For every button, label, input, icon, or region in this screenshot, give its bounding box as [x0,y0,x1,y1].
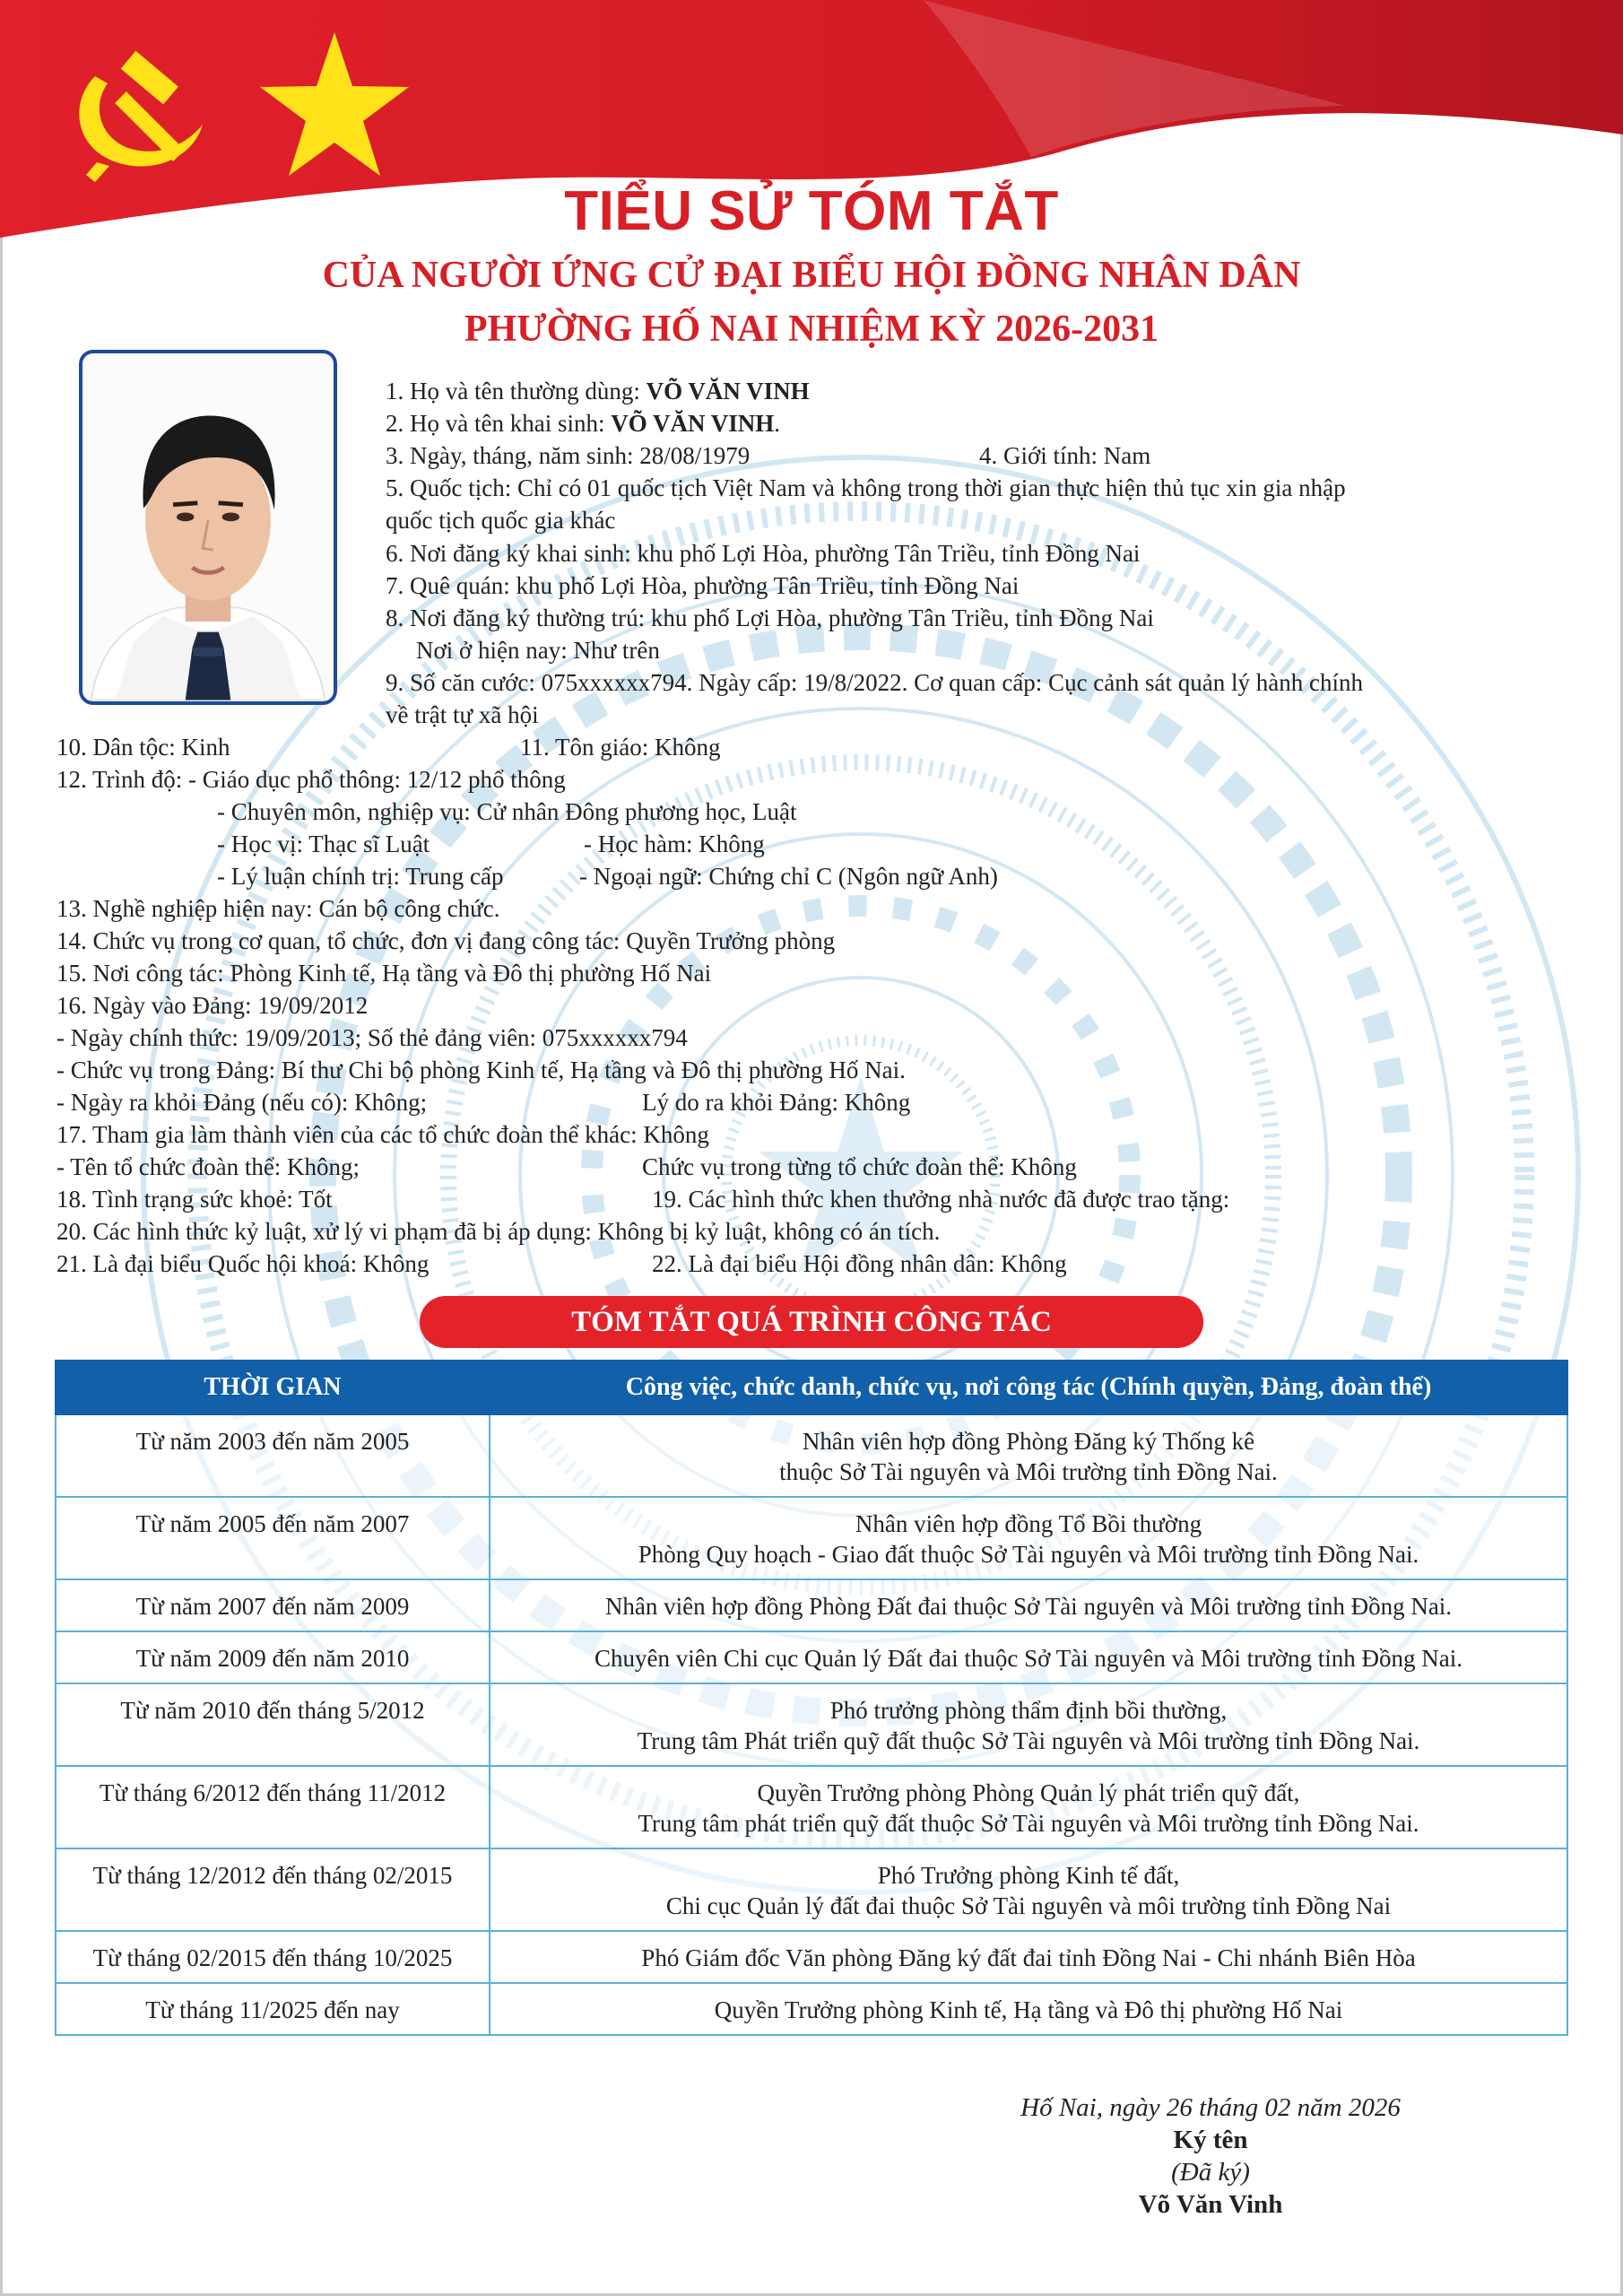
bio-party-exit-date: - Ngày ra khỏi Đảng (nếu có): Không; [56,1089,428,1116]
bio-ethnicity: 10. Dân tộc: Kinh [56,734,230,761]
row-time: Từ tháng 12/2012 đến tháng 02/2015 [56,1848,490,1931]
table-row [56,1579,1567,1631]
row-description-line: Phó Trưởng phòng Kinh tế đất, [877,1862,1180,1889]
document-subtitle-line2: PHƯỜNG HỐ NAI NHIỆM KỲ 2026-2031 [464,309,1159,350]
signature-signed: (Đã ký) [1171,2158,1250,2187]
bio-current-residence: Nơi ở hiện nay: Như trên [416,637,660,664]
bio-hometown: 7. Quê quán: khu phố Lợi Hòa, phường Tân Triều, tỉnh Đồng Nai [386,572,1020,599]
bio-id-card: 9. Số căn cước: 075xxxxxx794. Ngày cấp: 19/8/2022. Cơ quan cấp: Cục cảnh sát quản lý hành chính [386,669,1363,696]
bio-degree: - Học vị: Thạc sĩ Luật [217,831,430,857]
row-description [490,1497,1567,1579]
bio-occupation: 13. Nghề nghiệp hiện nay: Cán bộ công chức. [56,895,500,922]
table-row [56,1848,1567,1931]
table-header-row [56,1361,1567,1414]
row-description-line: Quyền Trưởng phòng Phòng Quản lý phát triển quỹ đất, [757,1779,1300,1806]
row-description-line: Trung tâm phát triển quỹ đất thuộc Sở Tài nguyên và Môi trường tỉnh Đồng Nai. [638,1810,1419,1837]
signature-name: Võ Văn Vinh [1138,2190,1283,2219]
bio-people-council: 22. Là đại biểu Hội đồng nhân dân: Không [652,1250,1067,1277]
row-time: Từ tháng 02/2015 đến tháng 10/2025 [56,1931,490,1983]
bio-party-join-date: 16. Ngày vào Đảng: 19/09/2012 [56,992,369,1019]
bio-organizations: 17. Tham gia làm thành viên của các tổ chức đoàn thể khác: Không [56,1121,709,1148]
row-description-line: Nhân viên hợp đồng Tổ Bồi thường [855,1510,1202,1537]
bio-party-exit-reason: Lý do ra khỏi Đảng: Không [642,1089,911,1116]
bio-permanent-residence: 8. Nơi đăng ký thường trú: khu phố Lợi Hòa, phường Tân Triều, tỉnh Đồng Nai [386,604,1154,631]
row-description-line: Chuyên viên Chi cục Quản lý Đất đai thuộc Sở Tài nguyên và Môi trường tỉnh Đồng Nai. [594,1645,1463,1672]
row-description [490,1848,1567,1931]
bio-organization-position: Chức vụ trong từng tổ chức đoàn thể: Không [642,1153,1077,1180]
document-subtitle-line1: CỦA NGƯỜI ỨNG CỬ ĐẠI BIỂU HỘI ĐỒNG NHÂN DÂN [322,255,1301,296]
row-description [490,1766,1567,1848]
row-description-line: Nhân viên hợp đồng Phòng Đăng ký Thống kê [802,1428,1255,1455]
candidate-photo [79,350,337,705]
row-time: Từ năm 2003 đến năm 2005 [56,1414,490,1497]
row-description [490,1414,1567,1497]
row-description-line: Phòng Quy hoạch - Giao đất thuộc Sở Tài nguyên và Môi trường tỉnh Đồng Nai. [638,1541,1419,1568]
table-row [56,1497,1567,1579]
bio-gender: 4. Giới tính: Nam [979,442,1151,469]
bio-birth-registration: 6. Nơi đăng ký khai sinh: khu phố Lợi Hòa, phường Tân Triều, tỉnh Đồng Nai [386,540,1141,567]
bio-position: 14. Chức vụ trong cơ quan, tổ chức, đơn vị đang công tác: Quyền Trưởng phòng [56,927,836,954]
bio-national-assembly: 21. Là đại biểu Quốc hội khoá: Không [56,1250,430,1277]
row-time: Từ tháng 6/2012 đến tháng 11/2012 [56,1766,490,1848]
bio-foreign-language: - Ngoại ngữ: Chứng chỉ C (Ngôn ngữ Anh) [579,863,998,890]
bio-party-official-date: - Ngày chính thức: 19/09/2013; Số thẻ đảng viên: 075xxxxxx794 [56,1024,688,1051]
row-time: Từ năm 2007 đến năm 2009 [56,1579,490,1631]
row-time: Từ năm 2005 đến năm 2007 [56,1497,490,1579]
bio-nationality: 5. Quốc tịch: Chỉ có 01 quốc tịch Việt Nam và không trong thời gian thực hiện thủ tục xin gia nhập [386,474,1346,501]
signature-date: Hố Nai, ngày 26 tháng 02 năm 2026 [1020,2093,1401,2122]
table-row [56,1414,1567,1497]
bio-organization-name: - Tên tổ chức đoàn thể: Không; [56,1153,360,1180]
table-row [56,1983,1567,2035]
bio-religion: 11. Tôn giáo: Không [520,734,721,761]
bio-awards: 19. Các hình thức khen thưởng nhà nước đã được trao tặng: [652,1186,1230,1213]
row-time: Từ tháng 11/2025 đến nay [56,1983,490,2035]
row-description-line: Trung tâm Phát triển quỹ đất thuộc Sở Tài nguyên và Môi trường tỉnh Đồng Nai. [637,1727,1420,1754]
row-description-line: Phó trưởng phòng thẩm định bồi thường, [829,1697,1228,1724]
bio-birth-name: 2. Họ và tên khai sinh: VÕ VĂN VINH. [386,410,780,437]
row-description-line: Phó Giám đốc Văn phòng Đăng ký đất đai tỉnh Đồng Nai - Chi nhánh Biên Hòa [641,1944,1416,1971]
bio-academic-title: - Học hàm: Không [584,831,765,857]
table-row [56,1631,1567,1683]
row-description [490,1683,1567,1766]
bio-party-position: - Chức vụ trong Đảng: Bí thư Chi bộ phòng Kinh tế, Hạ tầng và Đô thị phường Hố Nai. [56,1057,906,1083]
bio-discipline: 20. Các hình thức kỷ luật, xử lý vi phạm đã bị áp dụng: Không bị kỷ luật, không có án tích. [56,1218,941,1245]
row-description-line: thuộc Sở Tài nguyên và Môi trường tỉnh Đồng Nai. [779,1458,1278,1485]
column-header-description: Công việc, chức danh, chức vụ, nơi công tác (Chính quyền, Đảng, đoàn thể) [490,1361,1567,1414]
column-header-time: THỜI GIAN [56,1361,490,1414]
work-history-rows [56,1414,1567,2035]
table-row [56,1683,1567,1766]
row-description [490,1983,1567,2035]
hammer-sickle-icon [59,49,221,184]
row-description-line: Nhân viên hợp đồng Phòng Đất đai thuộc Sở Tài nguyên và Môi trường tỉnh Đồng Nai. [604,1593,1453,1620]
bio-birth-date: 3. Ngày, tháng, năm sinh: 28/08/1979 [386,442,751,469]
bio-nationality-cont: quốc tịch quốc gia khác [386,507,616,534]
signature-label: Ký tên [1173,2126,1248,2154]
star-icon [258,32,411,180]
table-row [56,1931,1567,1983]
bio-common-name: 1. Họ và tên thường dùng: VÕ VĂN VINH [386,378,810,404]
bio-workplace: 15. Nơi công tác: Phòng Kinh tế, Hạ tầng và Đô thị phường Hố Nai [56,960,712,987]
row-time: Từ năm 2010 đến tháng 5/2012 [56,1683,490,1766]
row-time: Từ năm 2009 đến năm 2010 [56,1631,490,1683]
bio-political-theory: - Lý luận chính trị: Trung cấp [217,863,504,890]
bio-health: 18. Tình trạng sức khoẻ: Tốt [56,1186,333,1213]
work-history-table [55,1360,1568,2036]
row-description [490,1931,1567,1983]
bio-specialization: - Chuyên môn, nghiệp vụ: Cử nhân Đông phương học, Luật [217,798,797,825]
document-title: TIỂU SỬ TÓM TẮT [564,180,1059,242]
row-description [490,1631,1567,1683]
work-history-heading: TÓM TẮT QUÁ TRÌNH CÔNG TÁC [420,1296,1203,1348]
row-description-line: Chi cục Quản lý đất đai thuộc Sở Tài nguyên và môi trường tỉnh Đồng Nai [665,1892,1392,1919]
row-description [490,1579,1567,1631]
table-row [56,1766,1567,1848]
bio-education: 12. Trình độ: - Giáo dục phổ thông: 12/12 phổ thông [56,766,566,793]
bio-id-card-cont: về trật tự xã hội [386,701,539,728]
row-description-line: Quyền Trưởng phòng Kinh tế, Hạ tầng và Đô thị phường Hố Nai [714,1996,1343,2023]
